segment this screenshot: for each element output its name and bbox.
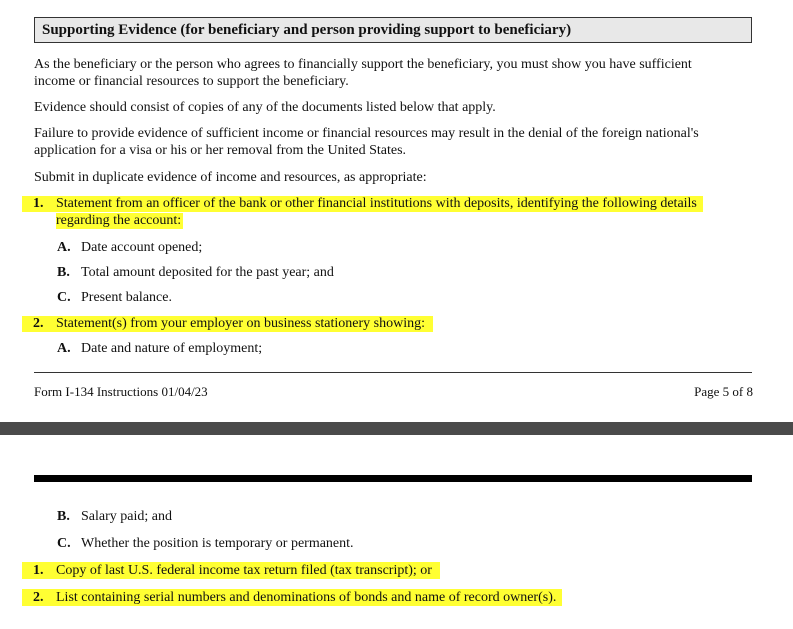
item-number: 1. [33, 563, 44, 578]
item-text: List containing serial numbers and denominations of bonds and name of record owner(s). [56, 590, 557, 605]
footer-form-id: Form I-134 Instructions 01/04/23 [34, 384, 208, 399]
subitem-letter: C. [57, 290, 71, 305]
subitem-a [57, 239, 202, 256]
subitem-text: Present balance. [81, 290, 172, 305]
subitem-text: Total amount deposited for the past year; and [81, 265, 334, 280]
highlight-mark [56, 213, 183, 229]
section-title: Supporting Evidence (for beneficiary and person providing support to beneficiary) [42, 22, 572, 38]
subitem-b [57, 508, 172, 525]
highlight-mark [22, 316, 433, 332]
list-item-2 [22, 589, 752, 606]
item-number: 1. [33, 196, 44, 211]
item-text: Statement(s) from your employer on business stationery showing: [56, 316, 425, 331]
subitem-letter: C. [57, 536, 71, 551]
item-number: 2. [33, 590, 44, 605]
paragraph-line: Failure to provide evidence of sufficient income or financial resources may result in the denial of the foreign national's [34, 126, 699, 141]
paragraph-line: income or financial resources to support the beneficiary. [34, 74, 349, 89]
subitem-text: Date account opened; [81, 240, 203, 255]
subitem-c [57, 535, 354, 552]
item-text: Copy of last U.S. federal income tax return filed (tax transcript); or [56, 563, 432, 578]
header-rule [34, 475, 752, 482]
subitem-text: Salary paid; and [81, 509, 172, 524]
subitem-b [57, 264, 334, 281]
page-gap [0, 422, 793, 435]
subitem-letter: A. [57, 341, 71, 356]
subitem-a [57, 340, 262, 357]
subitem-text: Whether the position is temporary or permanent. [81, 536, 354, 551]
subitem-letter: B. [57, 265, 70, 280]
subitem-letter: A. [57, 240, 71, 255]
item-number: 2. [33, 316, 44, 331]
subitem-letter: B. [57, 509, 70, 524]
paragraph-line: As the beneficiary or the person who agrees to financially support the beneficiary, you must show you have sufficient [34, 57, 692, 72]
intro-paragraph [34, 56, 749, 90]
subitem-c [57, 289, 172, 306]
footer-page-number: Page 5 of 8 [694, 384, 753, 399]
submit-paragraph: Submit in duplicate evidence of income and resources, as appropriate: [34, 170, 427, 185]
subitem-text: Date and nature of employment; [81, 341, 263, 356]
footer-rule [34, 372, 752, 373]
section-header-box [34, 17, 752, 43]
item-text: regarding the account: [56, 213, 182, 228]
highlight-mark [22, 196, 703, 212]
list-item-1 [22, 195, 752, 229]
document-page-6 [0, 435, 793, 629]
list-item-1 [22, 562, 752, 579]
failure-paragraph [34, 125, 749, 159]
paragraph-line: application for a visa or his or her removal from the United States. [34, 143, 407, 158]
highlight-mark [22, 562, 440, 579]
list-item-2 [22, 315, 752, 332]
highlight-mark [22, 589, 562, 606]
item-text: Statement from an officer of the bank or other financial institutions with deposits, identifying the following details [56, 196, 697, 211]
evidence-paragraph: Evidence should consist of copies of any of the documents listed below that apply. [34, 100, 496, 115]
